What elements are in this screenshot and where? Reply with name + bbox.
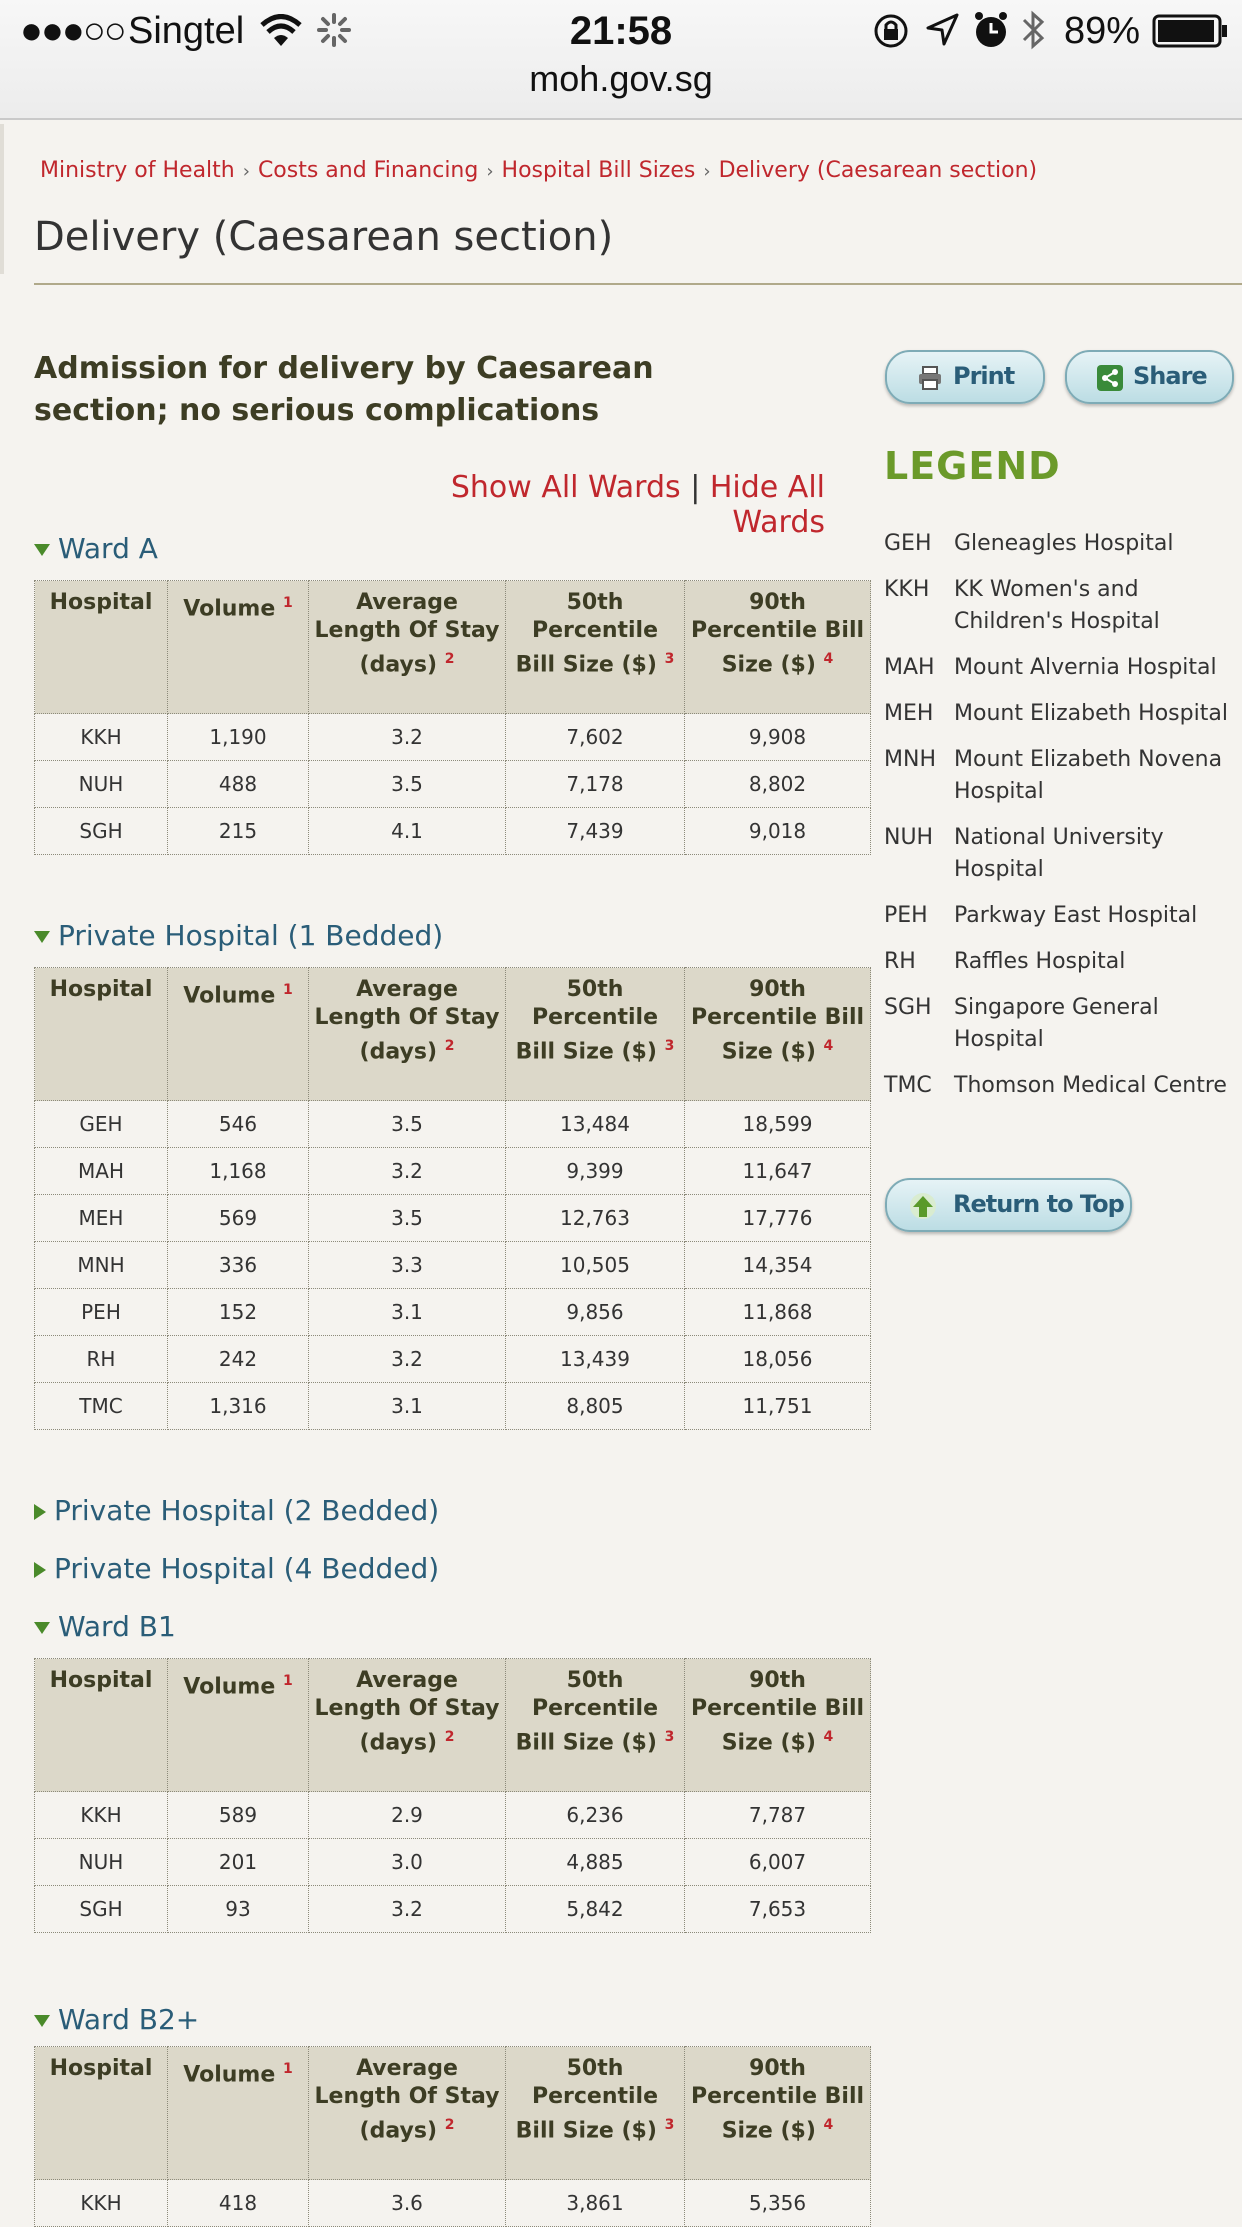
legend-code: GEH [884, 531, 932, 556]
table-row [35, 1383, 871, 1430]
legend-code: SGH [884, 995, 932, 1020]
breadcrumb-current-page[interactable]: Delivery (Caesarean section) [718, 158, 1038, 183]
legend-code: TMC [884, 1073, 932, 1098]
table-cell: 488 [168, 761, 309, 808]
table-cell: TMC [35, 1383, 168, 1430]
column-header-label: 50th Percentile Bill Size ($) [515, 977, 659, 1065]
legend-title: LEGEND [884, 444, 1061, 488]
link-separator: | [690, 470, 701, 505]
column-header [309, 968, 506, 1101]
table-row [35, 1792, 871, 1839]
section-toggle[interactable] [34, 532, 158, 565]
table-row [35, 761, 871, 808]
table-row [35, 1886, 871, 1933]
footnote-marker[interactable]: 2 [444, 1038, 455, 1054]
column-header [506, 2047, 685, 2180]
column-header-label: Volume [183, 596, 276, 622]
table-cell: KKH [35, 714, 168, 761]
table-cell: 7,602 [506, 714, 685, 761]
breadcrumb-ministry-of-health[interactable]: Ministry of Health [40, 158, 235, 183]
legend-code: NUH [884, 825, 934, 850]
ward-toggle-links [400, 470, 825, 540]
table-cell: 569 [168, 1195, 309, 1242]
table-cell: 10,505 [506, 1242, 685, 1289]
footnote-marker[interactable]: 3 [664, 1729, 675, 1745]
table-cell: 3.0 [309, 1839, 506, 1886]
column-header [168, 2047, 309, 2180]
table-cell: 18,599 [685, 1101, 871, 1148]
return-to-top-button[interactable] [885, 1178, 1132, 1232]
breadcrumb [40, 158, 1037, 183]
footnote-marker[interactable]: 3 [664, 651, 675, 667]
table-cell: 5,356 [685, 2180, 871, 2227]
column-header [168, 968, 309, 1101]
legend-name: Mount Elizabeth Novena Hospital [954, 747, 1223, 804]
return-to-top-label: Return to Top [953, 1190, 1124, 1218]
triangle-down-icon [34, 544, 50, 556]
table-cell: 3.2 [309, 1886, 506, 1933]
column-header-label: Hospital [49, 2056, 153, 2081]
legend-code: RH [884, 949, 916, 974]
print-button[interactable] [885, 350, 1045, 404]
clock: 21:58 [569, 9, 673, 53]
table-cell: 14,354 [685, 1242, 871, 1289]
triangle-right-icon [34, 1504, 46, 1520]
table-cell: 5,842 [506, 1886, 685, 1933]
legend-item [884, 574, 1242, 638]
legend-name: Raffles Hospital [954, 949, 1126, 974]
table-cell: 8,802 [685, 761, 871, 808]
table-cell: 3.5 [309, 1101, 506, 1148]
column-header-label: Average Length Of Stay (days) [314, 590, 500, 678]
table-cell: 418 [168, 2180, 309, 2227]
column-header [685, 581, 871, 714]
column-header [309, 1659, 506, 1792]
signal-strength: ●●●○○ [20, 10, 125, 52]
table-cell: 3.2 [309, 1336, 506, 1383]
column-header-label: 90th Percentile Bill Size ($) [690, 2056, 865, 2144]
footnote-marker[interactable]: 2 [444, 651, 455, 667]
table-header-row [35, 2047, 871, 2180]
legend-item [884, 900, 1242, 932]
table-cell: 11,868 [685, 1289, 871, 1336]
legend-item [884, 698, 1242, 730]
table-cell: 9,908 [685, 714, 871, 761]
column-header [309, 2047, 506, 2180]
table-cell: SGH [35, 808, 168, 855]
footnote-marker[interactable]: 4 [823, 2117, 834, 2133]
arrow-up-icon [909, 1192, 937, 1220]
footnote-marker[interactable]: 1 [282, 595, 293, 611]
section-toggle[interactable] [34, 1494, 439, 1527]
table-cell: 17,776 [685, 1195, 871, 1242]
table-row [35, 808, 871, 855]
column-header [685, 2047, 871, 2180]
printer-icon [917, 365, 943, 391]
legend-name: Gleneagles Hospital [954, 531, 1174, 556]
legend-item [884, 744, 1242, 808]
footnote-marker[interactable]: 4 [823, 1729, 834, 1745]
legend-code: KKH [884, 577, 930, 602]
column-header-label: 50th Percentile Bill Size ($) [515, 590, 659, 678]
column-header [506, 581, 685, 714]
left-rule [0, 124, 4, 274]
footnote-marker[interactable]: 2 [444, 2117, 455, 2133]
table-cell: 8,805 [506, 1383, 685, 1430]
alarm-icon [972, 10, 1010, 50]
table-row [35, 1101, 871, 1148]
bluetooth-icon [1020, 8, 1048, 52]
breadcrumb-separator: › [242, 161, 250, 182]
section-toggle[interactable] [34, 919, 443, 952]
breadcrumb-hospital-bill-sizes[interactable]: Hospital Bill Sizes [501, 158, 696, 183]
legend-name: National University Hospital [954, 825, 1164, 882]
legend-item [884, 946, 1242, 978]
column-header [685, 968, 871, 1101]
table-cell: 3.1 [309, 1383, 506, 1430]
legend-name: KK Women's and Children's Hospital [954, 577, 1160, 634]
footnote-marker[interactable]: 3 [664, 1038, 675, 1054]
table-cell: 12,763 [506, 1195, 685, 1242]
table-cell: 11,647 [685, 1148, 871, 1195]
column-header-label: Average Length Of Stay (days) [314, 977, 500, 1065]
column-header [35, 968, 168, 1101]
table-row [35, 1148, 871, 1195]
address-bar[interactable]: moh.gov.sg [529, 58, 713, 99]
bill-size-table [34, 967, 871, 1430]
footnote-marker[interactable]: 1 [282, 1673, 293, 1689]
table-row [35, 1289, 871, 1336]
section-title: Private Hospital (4 Bedded) [54, 1552, 440, 1585]
table-cell: RH [35, 1336, 168, 1383]
table-header-row [35, 581, 871, 714]
column-header-label: Average Length Of Stay (days) [314, 2056, 500, 2144]
section-title: Private Hospital (1 Bedded) [58, 919, 444, 952]
print-label: Print [953, 362, 1015, 390]
table-cell: 3.6 [309, 2180, 506, 2227]
table-cell: 1,168 [168, 1148, 309, 1195]
table-cell: 18,056 [685, 1336, 871, 1383]
column-header [168, 1659, 309, 1792]
page-title: Delivery (Caesarean section) [34, 214, 614, 260]
table-cell: 336 [168, 1242, 309, 1289]
section-title: Private Hospital (2 Bedded) [54, 1494, 440, 1527]
table-cell: 9,856 [506, 1289, 685, 1336]
triangle-right-icon [34, 1562, 46, 1578]
section-title: Ward B1 [58, 1610, 176, 1643]
column-header [506, 1659, 685, 1792]
table-cell: 3.3 [309, 1242, 506, 1289]
table-cell: KKH [35, 2180, 168, 2227]
title-divider [34, 283, 1242, 285]
legend-code: MAH [884, 655, 935, 680]
footnote-marker[interactable]: 1 [282, 2061, 293, 2077]
triangle-down-icon [34, 931, 50, 943]
section-title: Ward A [58, 532, 158, 565]
legend-item [884, 822, 1242, 886]
column-header-label: Average Length Of Stay (days) [314, 1668, 500, 1756]
table-cell: SGH [35, 1886, 168, 1933]
table-cell: 7,178 [506, 761, 685, 808]
legend-item [884, 992, 1242, 1056]
table-cell: 1,190 [168, 714, 309, 761]
column-header [685, 1659, 871, 1792]
table-cell: PEH [35, 1289, 168, 1336]
table-cell: 3.5 [309, 761, 506, 808]
column-header-label: Volume [183, 1674, 276, 1700]
table-cell: 2.9 [309, 1792, 506, 1839]
table-cell: 152 [168, 1289, 309, 1336]
table-cell: 13,484 [506, 1101, 685, 1148]
bill-size-table [34, 2046, 871, 2227]
hide-all-wards-link[interactable]: Hide All Wards [709, 470, 825, 540]
share-icon [1097, 365, 1123, 391]
table-cell: 13,439 [506, 1336, 685, 1383]
table-row [35, 2180, 871, 2227]
breadcrumb-separator: › [486, 161, 494, 182]
table-cell: 4,885 [506, 1839, 685, 1886]
table-cell: KKH [35, 1792, 168, 1839]
table-cell: 9,399 [506, 1148, 685, 1195]
battery-percent: 89% [1064, 10, 1141, 52]
column-header-label: 50th Percentile Bill Size ($) [515, 2056, 659, 2144]
column-header-label: 90th Percentile Bill Size ($) [690, 977, 865, 1065]
column-header [168, 581, 309, 714]
procedure-heading: Admission for delivery by Caesarean section; no serious complications [34, 351, 654, 428]
table-row [35, 1195, 871, 1242]
footnote-marker[interactable]: 2 [444, 1729, 455, 1745]
section-toggle[interactable] [34, 1552, 439, 1585]
table-cell: 589 [168, 1792, 309, 1839]
table-cell: NUH [35, 1839, 168, 1886]
table-cell: 4.1 [309, 808, 506, 855]
footnote-marker[interactable]: 4 [823, 651, 834, 667]
table-cell: 9,018 [685, 808, 871, 855]
column-header [506, 968, 685, 1101]
column-header-label: 90th Percentile Bill Size ($) [690, 590, 865, 678]
triangle-down-icon [34, 1622, 50, 1634]
table-cell: 6,007 [685, 1839, 871, 1886]
column-header [35, 581, 168, 714]
breadcrumb-separator: › [703, 161, 711, 182]
table-row [35, 1336, 871, 1383]
column-header-label: 50th Percentile Bill Size ($) [515, 1668, 659, 1756]
legend-name: Mount Alvernia Hospital [954, 655, 1217, 680]
column-header-label: Hospital [49, 590, 153, 615]
section-toggle[interactable] [34, 2003, 199, 2036]
table-cell: 6,236 [506, 1792, 685, 1839]
legend-item [884, 652, 1242, 684]
table-cell: MEH [35, 1195, 168, 1242]
legend-name: Parkway East Hospital [954, 903, 1198, 928]
section-title: Ward B2+ [58, 2003, 200, 2036]
table-cell: 93 [168, 1886, 309, 1933]
section-toggle[interactable] [34, 1610, 176, 1643]
legend-name: Singapore General Hospital [954, 995, 1159, 1052]
table-header-row [35, 1659, 871, 1792]
legend-list [884, 528, 1242, 1116]
footnote-marker[interactable]: 1 [282, 982, 293, 998]
column-header [35, 2047, 168, 2180]
column-header-label: 90th Percentile Bill Size ($) [690, 1668, 865, 1756]
legend-item [884, 1070, 1242, 1102]
footnote-marker[interactable]: 3 [664, 2117, 675, 2133]
table-row [35, 1839, 871, 1886]
table-cell: 3.5 [309, 1195, 506, 1242]
legend-code: PEH [884, 903, 928, 928]
table-cell: GEH [35, 1101, 168, 1148]
table-cell: 1,316 [168, 1383, 309, 1430]
legend-name: Mount Elizabeth Hospital [954, 701, 1228, 726]
column-header [309, 581, 506, 714]
table-header-row [35, 968, 871, 1101]
table-cell: 3.1 [309, 1289, 506, 1336]
carrier-name: Singtel [128, 10, 245, 52]
table-cell: 242 [168, 1336, 309, 1383]
legend-item [884, 528, 1242, 560]
share-button[interactable] [1065, 350, 1234, 404]
table-cell: 11,751 [685, 1383, 871, 1430]
bill-size-table [34, 580, 871, 855]
table-cell: NUH [35, 761, 168, 808]
location-icon [924, 12, 960, 48]
column-header [35, 1659, 168, 1792]
column-header-label: Hospital [49, 1668, 153, 1693]
column-header-label: Volume [183, 2062, 276, 2088]
legend-name: Thomson Medical Centre [954, 1073, 1227, 1098]
column-header-label: Volume [183, 983, 276, 1009]
table-cell: 3,861 [506, 2180, 685, 2227]
table-cell: 215 [168, 808, 309, 855]
table-cell: 7,787 [685, 1792, 871, 1839]
table-cell: 7,439 [506, 808, 685, 855]
table-row [35, 714, 871, 761]
column-header-label: Hospital [49, 977, 153, 1002]
orientation-lock-icon [872, 12, 910, 50]
table-cell: 201 [168, 1839, 309, 1886]
table-cell: 3.2 [309, 1148, 506, 1195]
table-cell: 7,653 [685, 1886, 871, 1933]
triangle-down-icon [34, 2015, 50, 2027]
status-bar [0, 0, 1242, 120]
table-cell: 546 [168, 1101, 309, 1148]
footnote-marker[interactable]: 4 [823, 1038, 834, 1054]
table-row [35, 1242, 871, 1289]
show-all-wards-link[interactable]: Show All Wards [450, 470, 681, 505]
table-cell: 3.2 [309, 714, 506, 761]
breadcrumb-costs-and-financing[interactable]: Costs and Financing [257, 158, 479, 183]
legend-code: MEH [884, 701, 934, 726]
share-label: Share [1133, 362, 1207, 390]
table-cell: MNH [35, 1242, 168, 1289]
bill-size-table [34, 1658, 871, 1933]
legend-code: MNH [884, 747, 936, 772]
battery-icon [1152, 14, 1228, 48]
table-cell: MAH [35, 1148, 168, 1195]
